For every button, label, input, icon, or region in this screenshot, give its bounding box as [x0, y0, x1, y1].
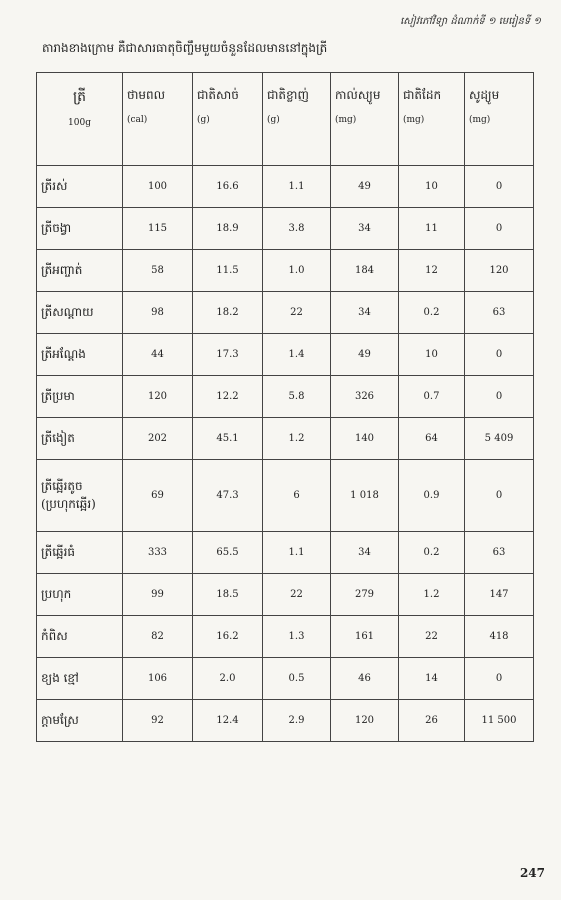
- header-label: ជាតិដែក: [403, 88, 442, 102]
- header-label: កាល់ស្យូម: [335, 88, 381, 102]
- table-caption: តារាងខាងក្រោម គឺជាសារធាតុចិញ្ចឹមមួយចំនួនដែលមាននៅក្នុងត្រី: [42, 41, 328, 55]
- value-cell: 69: [123, 460, 193, 532]
- value-cell: 12.2: [193, 376, 263, 418]
- fish-name-cell: ត្រីសណ្ដាយ: [37, 292, 123, 334]
- fish-name-cell: ត្រីអណ្ដែង: [37, 334, 123, 376]
- value-cell: 47.3: [193, 460, 263, 532]
- value-cell: 1.4: [263, 334, 331, 376]
- value-cell: 16.6: [193, 166, 263, 208]
- value-cell: 22: [399, 616, 465, 658]
- header-label: ជាតិខ្លាញ់: [267, 88, 309, 102]
- value-cell: 0.2: [399, 532, 465, 574]
- table-row: [37, 334, 534, 376]
- header-label: សូដ្យូម: [469, 88, 500, 102]
- value-cell: 22: [263, 574, 331, 616]
- table-body: [37, 166, 534, 742]
- header-protein: [193, 73, 263, 166]
- value-cell: 333: [123, 532, 193, 574]
- table-row: [37, 532, 534, 574]
- table-header-row: [37, 73, 534, 166]
- header-fat: [263, 73, 331, 166]
- value-cell: 46: [331, 658, 399, 700]
- header-unit: (cal): [127, 115, 148, 125]
- table-row: [37, 250, 534, 292]
- header-unit: 100g: [68, 118, 91, 128]
- header-label: ថាមពល: [127, 88, 166, 102]
- value-cell: 1.0: [263, 250, 331, 292]
- value-cell: 82: [123, 616, 193, 658]
- fish-name-cell: កំពិស: [37, 616, 123, 658]
- value-cell: 34: [331, 292, 399, 334]
- value-cell: 1.1: [263, 532, 331, 574]
- header-unit: (mg): [335, 115, 357, 125]
- value-cell: 202: [123, 418, 193, 460]
- fish-name-cell: ប្រហុក: [37, 574, 123, 616]
- value-cell: 326: [331, 376, 399, 418]
- value-cell: 0: [465, 334, 534, 376]
- value-cell: 63: [465, 292, 534, 334]
- value-cell: 120: [465, 250, 534, 292]
- value-cell: 0.7: [399, 376, 465, 418]
- value-cell: 10: [399, 166, 465, 208]
- value-cell: 0: [465, 208, 534, 250]
- value-cell: 12: [399, 250, 465, 292]
- value-cell: 0: [465, 460, 534, 532]
- table-row: [37, 460, 534, 532]
- value-cell: 14: [399, 658, 465, 700]
- value-cell: 120: [123, 376, 193, 418]
- header-calcium: [331, 73, 399, 166]
- table-row: [37, 292, 534, 334]
- header-label: ជាតិសាច់: [197, 88, 239, 102]
- value-cell: 1.2: [399, 574, 465, 616]
- nutrition-table: [36, 72, 534, 742]
- value-cell: 147: [465, 574, 534, 616]
- value-cell: 49: [331, 166, 399, 208]
- header-fish: [37, 73, 123, 166]
- value-cell: 106: [123, 658, 193, 700]
- value-cell: 11 500: [465, 700, 534, 742]
- value-cell: 100: [123, 166, 193, 208]
- table-row: [37, 616, 534, 658]
- fish-name-cell: ត្រីឆ្អើរធំ: [37, 532, 123, 574]
- table-row: [37, 700, 534, 742]
- table-row: [37, 574, 534, 616]
- fish-name-cell: ត្រីប្រមា: [37, 376, 123, 418]
- table-row: [37, 658, 534, 700]
- value-cell: 1.1: [263, 166, 331, 208]
- value-cell: 120: [331, 700, 399, 742]
- value-cell: 98: [123, 292, 193, 334]
- value-cell: 18.2: [193, 292, 263, 334]
- value-cell: 34: [331, 532, 399, 574]
- value-cell: 1.3: [263, 616, 331, 658]
- header-iron: [399, 73, 465, 166]
- value-cell: 5.8: [263, 376, 331, 418]
- value-cell: 0.9: [399, 460, 465, 532]
- fish-name-cell: ត្រីងៀត: [37, 418, 123, 460]
- value-cell: 92: [123, 700, 193, 742]
- value-cell: 63: [465, 532, 534, 574]
- value-cell: 99: [123, 574, 193, 616]
- value-cell: 16.2: [193, 616, 263, 658]
- fish-name-cell: ត្រីចង្វា: [37, 208, 123, 250]
- value-cell: 6: [263, 460, 331, 532]
- value-cell: 184: [331, 250, 399, 292]
- value-cell: 5 409: [465, 418, 534, 460]
- value-cell: 18.9: [193, 208, 263, 250]
- fish-name-cell: ត្រីអញ្ចាត់: [37, 250, 123, 292]
- table-row: [37, 208, 534, 250]
- value-cell: 279: [331, 574, 399, 616]
- value-cell: 2.0: [193, 658, 263, 700]
- header-unit: (g): [197, 115, 210, 125]
- value-cell: 18.5: [193, 574, 263, 616]
- header-unit: (mg): [469, 115, 491, 125]
- page-number: 247: [519, 866, 545, 880]
- header-unit: (mg): [403, 115, 425, 125]
- value-cell: 0: [465, 658, 534, 700]
- header-sodium: [465, 73, 534, 166]
- header-label: ត្រី: [72, 89, 87, 105]
- fish-name-cell: ខ្យង ខ្មៅ: [37, 658, 123, 700]
- value-cell: 0.2: [399, 292, 465, 334]
- header-energy: [123, 73, 193, 166]
- fish-name-cell: ត្រីរស់: [37, 166, 123, 208]
- value-cell: 44: [123, 334, 193, 376]
- running-header: សៀវភៅវិទ្យា ដំណាក់ទី ១ មេរៀនទី ១: [400, 16, 541, 27]
- table-row: [37, 166, 534, 208]
- value-cell: 64: [399, 418, 465, 460]
- value-cell: 65.5: [193, 532, 263, 574]
- value-cell: 140: [331, 418, 399, 460]
- table-row: [37, 418, 534, 460]
- value-cell: 1.2: [263, 418, 331, 460]
- table-row: [37, 376, 534, 418]
- value-cell: 34: [331, 208, 399, 250]
- value-cell: 26: [399, 700, 465, 742]
- value-cell: 17.3: [193, 334, 263, 376]
- value-cell: 161: [331, 616, 399, 658]
- value-cell: 3.8: [263, 208, 331, 250]
- fish-name-cell: ក្ដាមស្រែ: [37, 700, 123, 742]
- fish-name-cell: ត្រីឆ្អើរតូច (ប្រហុកឆ្អើរ): [37, 460, 123, 532]
- value-cell: 45.1: [193, 418, 263, 460]
- value-cell: 11.5: [193, 250, 263, 292]
- value-cell: 49: [331, 334, 399, 376]
- value-cell: 0: [465, 166, 534, 208]
- value-cell: 2.9: [263, 700, 331, 742]
- value-cell: 115: [123, 208, 193, 250]
- value-cell: 11: [399, 208, 465, 250]
- value-cell: 22: [263, 292, 331, 334]
- value-cell: 418: [465, 616, 534, 658]
- value-cell: 10: [399, 334, 465, 376]
- value-cell: 1 018: [331, 460, 399, 532]
- value-cell: 0.5: [263, 658, 331, 700]
- value-cell: 58: [123, 250, 193, 292]
- header-unit: (g): [267, 115, 280, 125]
- value-cell: 0: [465, 376, 534, 418]
- value-cell: 12.4: [193, 700, 263, 742]
